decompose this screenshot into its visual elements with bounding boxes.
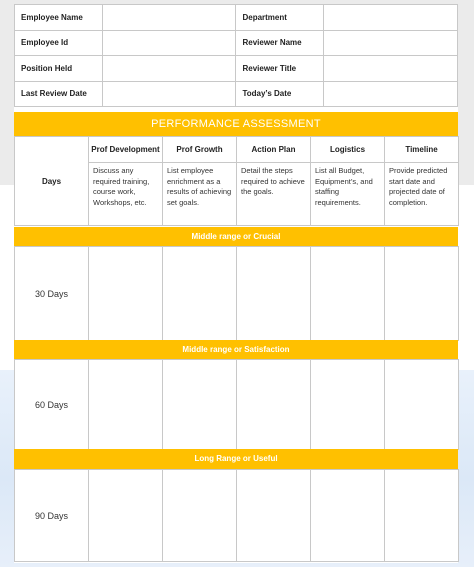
info-row <box>15 56 458 82</box>
table-row <box>15 470 459 562</box>
employee-info-table <box>14 4 458 107</box>
todays-date-label: Today’s Date <box>236 81 324 107</box>
info-row <box>15 81 458 107</box>
assessment-title-band: PERFORMANCE ASSESSMENT <box>14 112 458 136</box>
row-label-60-days: 60 Days <box>15 360 89 450</box>
section-table-90-days <box>14 469 459 562</box>
section-band-satisfaction: Middle range or Satisfaction <box>14 340 458 359</box>
timeline-description: Provide predicted start date and projected date of completion. <box>385 163 459 226</box>
employee-name-label: Employee Name <box>15 5 103 31</box>
todays-date-field[interactable] <box>324 81 458 107</box>
info-row <box>15 5 458 31</box>
prof-growth-cell[interactable] <box>163 247 237 341</box>
employee-id-field[interactable] <box>102 30 236 56</box>
last-review-date-label: Last Review Date <box>15 81 103 107</box>
prof-development-cell[interactable] <box>89 360 163 450</box>
position-held-label: Position Held <box>15 56 103 82</box>
logistics-cell[interactable] <box>311 360 385 450</box>
assessment-header-table <box>14 136 459 226</box>
department-field[interactable] <box>324 5 458 31</box>
action-plan-cell[interactable] <box>237 247 311 341</box>
section-band-useful: Long Range or Useful <box>14 449 458 469</box>
row-label-90-days: 90 Days <box>15 470 89 562</box>
action-plan-cell[interactable] <box>237 470 311 562</box>
employee-id-label: Employee Id <box>15 30 103 56</box>
reviewer-title-label: Reviewer Title <box>236 56 324 82</box>
action-plan-description: Detail the steps required to achieve the goals. <box>237 163 311 226</box>
section-table-30-days <box>14 246 459 341</box>
prof-development-cell[interactable] <box>89 247 163 341</box>
employee-name-field[interactable] <box>102 5 236 31</box>
prof-growth-description: List employee enrichment as a results of achieving set goals. <box>163 163 237 226</box>
table-row <box>15 247 459 341</box>
department-label: Department <box>236 5 324 31</box>
prof-growth-cell[interactable] <box>163 360 237 450</box>
timeline-cell[interactable] <box>385 247 459 341</box>
action-plan-header: Action Plan <box>237 137 311 163</box>
prof-growth-header: Prof Growth <box>163 137 237 163</box>
table-row <box>15 360 459 450</box>
prof-growth-cell[interactable] <box>163 470 237 562</box>
section-table-60-days <box>14 359 459 450</box>
prof-development-header: Prof Development <box>89 137 163 163</box>
section-band-crucial: Middle range or Crucial <box>14 227 458 246</box>
column-header-row <box>15 137 459 163</box>
prof-development-description: Discuss any required training, course work, Workshops, etc. <box>89 163 163 226</box>
timeline-cell[interactable] <box>385 360 459 450</box>
reviewer-title-field[interactable] <box>324 56 458 82</box>
last-review-date-field[interactable] <box>102 81 236 107</box>
logistics-description: List all Budget, Equipment’s, and staffing requirements. <box>311 163 385 226</box>
logistics-cell[interactable] <box>311 470 385 562</box>
row-label-30-days: 30 Days <box>15 247 89 341</box>
timeline-cell[interactable] <box>385 470 459 562</box>
info-row <box>15 30 458 56</box>
action-plan-cell[interactable] <box>237 360 311 450</box>
prof-development-cell[interactable] <box>89 470 163 562</box>
days-column-header: Days <box>15 137 89 226</box>
reviewer-name-field[interactable] <box>324 30 458 56</box>
position-held-field[interactable] <box>102 56 236 82</box>
timeline-header: Timeline <box>385 137 459 163</box>
logistics-header: Logistics <box>311 137 385 163</box>
reviewer-name-label: Reviewer Name <box>236 30 324 56</box>
logistics-cell[interactable] <box>311 247 385 341</box>
